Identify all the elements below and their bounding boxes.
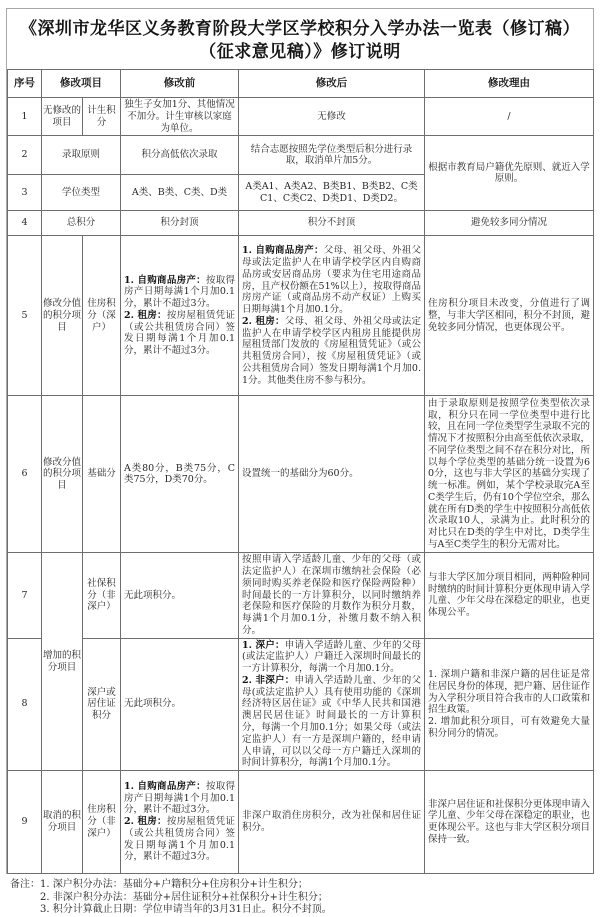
cell-r7-before: 无此项积分。 [121,553,239,638]
cell-r7-after: 按照申请入学适龄儿童、少年的父母（或法定监护人）在深圳市缴纳社会保险（必须同时购买养老保险和医疗保险两险种）时间最长的一方计算积分，以同时缴纳养老保险和医疗保险的月数作为积分月数，每满1个月加0.1分，补缴月数不纳入积分。 [239,553,425,638]
cell-r9-item: 住房积分（非深户） [83,771,121,874]
cell-r5-reason: 住房积分项目未改变，分值进行了调整，与非大学区相同，积分不封顶，避免较多同分情况，也更体现公平。 [425,236,594,396]
cell-r3-no: 3 [8,175,42,211]
table-row-7 [8,553,594,638]
notes-label: 备注： [10,879,40,891]
header-row [8,70,594,98]
cell-r4-after: 积分不封顶 [239,211,425,236]
cell-r4-before: 积分封顶 [121,211,239,236]
table-row-1 [8,98,594,136]
table-row-2 [8,136,594,175]
header-after: 修改后 [239,70,425,98]
table-row-4 [8,211,594,236]
cell-r9-reason: 非深户居住证和社保积分更体现申请入学儿童、少年父母在深稳定的职业，也更体现公平。这也与非大学区积分项目保持一致。 [425,771,594,874]
cell-r7-no: 7 [8,553,42,638]
cell-r9-no: 9 [8,771,42,874]
cell-r1-item-group: 无修改的项目 [42,98,83,136]
cell-r4-item: 总积分 [42,211,121,236]
cell-r1-reason: / [425,98,594,136]
cell-r1-no: 1 [8,98,42,136]
cell-r2-after: 结合志愿按照先学位类型后积分进行录取，取消单片加5分。 [239,136,425,175]
cell-r6-before: A类80分，B类75分，C类75分，D类70分。 [121,396,239,553]
cell-r7-item: 社保积分（非深户） [83,553,121,638]
cell-r2r3-reason: 根据市教育局户籍优先原则、就近入学原则。 [425,136,594,211]
cell-r2-before: 积分高低依次录取 [121,136,239,175]
cell-r1-after: 无修改 [239,98,425,136]
cell-r8-reason: 1. 深圳户籍和非深户籍的居住证是常住居民身份的体现，把户籍、居住证作为入学积分项目符合我市的人口政策和招生政策。 2. 增加此积分项目，可有效避免大量积分同分的情况。 [425,638,594,770]
cell-r5-before: 1. 自购商品房产：按取得房产日期每满1个月加0.1分，累计不超过3分。 2. 租房：按房屋租赁凭证（或公共租赁房合同）签发日期每满1个月加0.1分，累计不超过3分。 [121,236,239,396]
table-row-8 [8,638,594,770]
page-title: 《深圳市龙华区义务教育阶段大学区学校积分入学办法一览表（修订稿）（征求意见稿）》修订说明 [20,19,580,62]
cell-r7-reason: 与非大学区加分项目相同，两种险种同时缴纳的时间计算积分更体现申请入学儿童、少年父母在深稳定的职业，也更体现公平。 [425,553,594,638]
cell-r8-item: 深户或居住证积分 [83,638,121,770]
cell-r6-item-group: 修改分值的积分项目 [42,396,83,553]
note-item-3: 3. 积分计算截止日期：学位申请当年的3月31日止。积分不封顶。 [40,904,332,916]
document-screenshot [0,8,600,916]
header-no: 序号 [8,70,42,98]
cell-r6-no: 6 [8,396,42,553]
notes-items [40,879,332,917]
cell-r6-after: 设置统一的基础分为60分。 [239,396,425,553]
header-reason: 修改理由 [425,70,594,98]
cell-r1-item: 计生积分 [83,98,121,136]
cell-r2-item: 录取原则 [42,136,121,175]
notes [10,879,600,917]
cell-r5-item-group: 修改分值的积分项目 [42,236,83,396]
table-row-9 [8,771,594,874]
note-item-2: 2. 非深户积分办法：基础分+居住证积分+社保积分+计生积分； [40,891,328,903]
cell-r4-reason: 避免较多同分情况 [425,211,594,236]
cell-r3-after: A类A1、A类A2、B类B1、B类B2、C类C1、C类C2、D类D1、D类D2。 [239,175,425,211]
cell-r9-item-group: 取消的积分项目 [42,771,83,874]
cell-r3-item: 学位类型 [42,175,121,211]
cell-r8-no: 8 [8,638,42,770]
cell-r7r8-item-group: 增加的积分项目 [42,553,83,771]
cell-r1-before: 独生子女加1分、其他情况不加分。计生审核以家庭为单位。 [121,98,239,136]
cell-r4-no: 4 [8,211,42,236]
cell-r6-reason: 由于录取原则是按照学位类型依次录取，积分只在同一学位类型中进行比较，且在同一学位类型学生录取不完的情况下才按照积分由高至低依次录取，不同学位类型之间不存在积分对比，所以每个学位类型的基础分统一设置为60分，这也与非大学区的基础分实现了统一标准。例如，某个学校录取完A至C类学生后，仍有10个学位空余，那么就在所有D类的学生中按照积分高低依次录取10人，录满为止。此时积分的对比只在D类的学生中对比，D类学生与A至C类学生的积分无需对比。 [425,396,594,553]
cell-r9-after: 非深户取消住房积分，改为社保和居住证积分。 [239,771,425,874]
header-before: 修改前 [121,70,239,98]
cell-r8-after: 1. 深户：申请入学适龄儿童、少年的父母(或法定监护人）户籍迁入深圳时间最长的一方计算积分，每满一个月加0.1分。 2. 非深户：申请入学适龄儿童、少年的父母(或法定监护人）具有使用功能的《深圳经济特区居住证》或《中华人民共和国港澳居民居住证》时间最长的一方计算积分，每满一个月加0.1分；如果父母（或法定监护人）有一方是深圳户籍的，经申请人申请，可以以父母一方户籍迁入深圳的时间计算积分，每满1个月加0.1分。 [239,638,425,770]
cell-r5-after: 1. 自购商品房产：父母、祖父母、外祖父母或法定监护人在申请学校学区内自购商品房或安居商品房（要求为住宅用途商品房，且产权份额在51%以上），按取得商品房房产证（或商品房不动产权证）上购买日期每满1个月加0.1分。 2. 租房：父母、祖父母、外祖父母或法定监护人在申请学校学区内租房且能提供房屋租赁部门发放的《房屋租赁凭证》（或公共租赁房合同），按《房屋租赁凭证》（或公共租赁房合同）签发日期每满1个月加0.1分。其他类住房不参与积分。 [239,236,425,396]
cell-r3-before: A类、B类、C类、D类 [121,175,239,211]
cell-r2-no: 2 [8,136,42,175]
header-item: 修改项目 [42,70,121,98]
table-row-6 [8,396,594,553]
cell-r5-no: 5 [8,236,42,396]
document-sheet [6,8,594,874]
table-row-5 [8,236,594,396]
revision-table [7,69,594,874]
cell-r5-item: 住房积分（深户） [83,236,121,396]
cell-r6-item: 基础分 [83,396,121,553]
cell-r8-before: 无此项积分。 [121,638,239,770]
note-item-1: 1. 深户积分办法：基础分+户籍积分+住房积分+计生积分； [40,879,308,891]
cell-r9-before: 1. 自购商品房产：按取得房产日期每满1个月加0.1分，累计不超过3分。 2. 租房：按房屋租赁凭证（或公共租赁房合同）签发日期每满1个月加0.1分，累计不超过3分。 [121,771,239,874]
